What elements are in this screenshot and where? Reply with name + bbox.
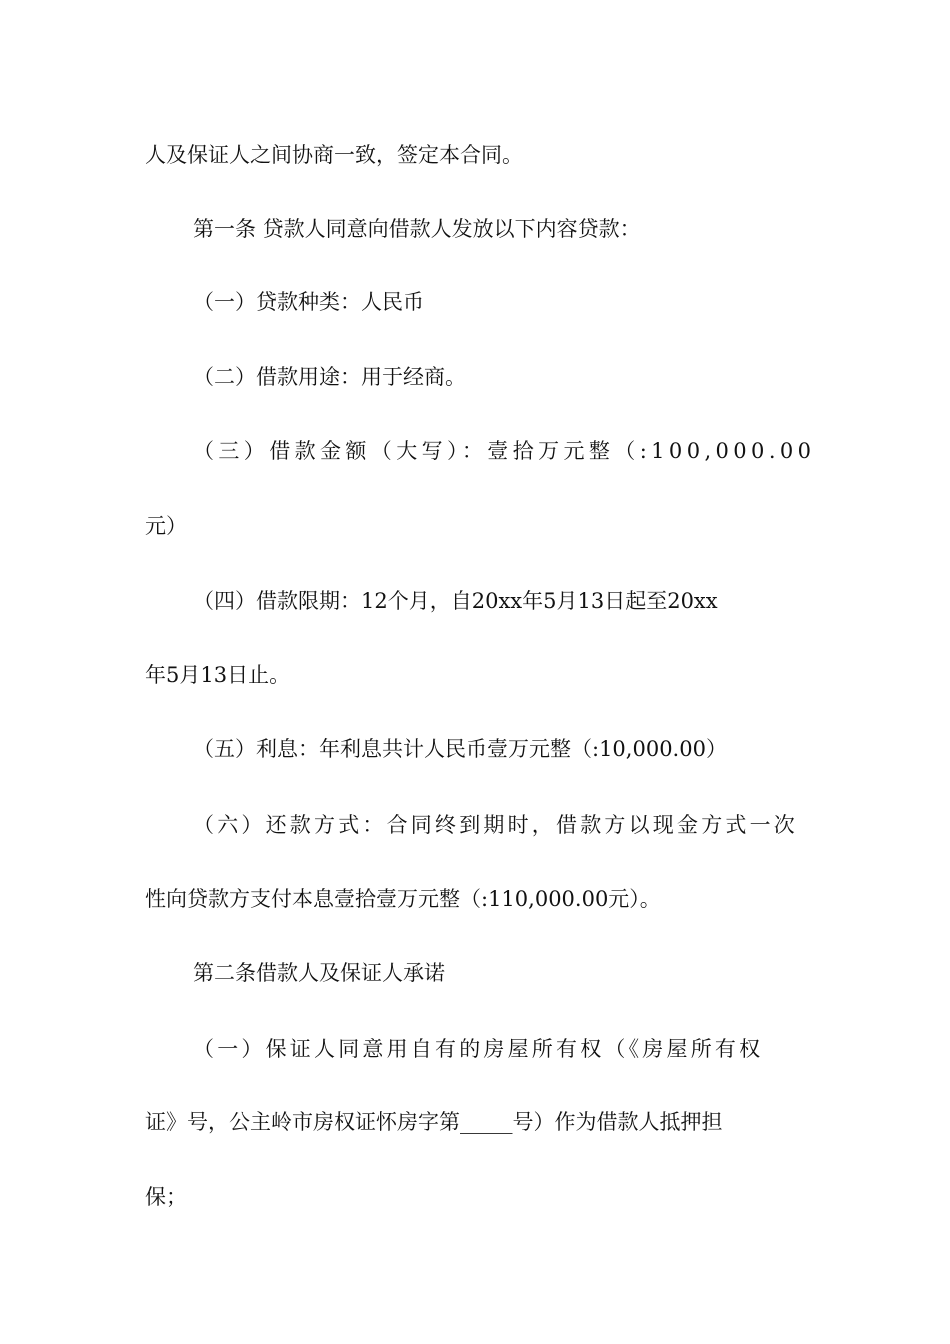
clause-loan-term-cont: 年5月13日止。 [145,663,291,687]
clause-loan-amount-cont: 元） [145,514,187,538]
clause-loan-purpose: （二）借款用途：用于经商。 [193,365,466,389]
clause-repayment: （六）还款方式：合同终到期时，借款方以现金方式一次 [193,813,798,837]
clause-loan-type: （一）贷款种类：人民币 [193,290,424,314]
article-1-heading: 第一条 贷款人同意向借款人发放以下内容贷款： [193,217,641,241]
clause-guarantor-pledge: （一）保证人同意用自有的房屋所有权（《房屋所有权 [193,1037,764,1061]
clause-guarantor-pledge-cont: 证》号，公主岭市房权证怀房字第_____号）作为借款人抵押担 [145,1110,723,1134]
clause-interest: （五）利息：年利息共计人民币壹万元整（:10,000.00） [193,737,727,761]
clause-loan-amount: （三）借款金额（大写）：壹拾万元整（:100,000.00 [193,439,816,463]
clause-repayment-cont: 性向贷款方支付本息壹拾壹万元整（:110,000.00元）。 [145,887,661,911]
clause-loan-term: （四）借款限期：12个月，自20xx年5月13日起至20xx [193,589,718,613]
article-2-heading: 第二条借款人及保证人承诺 [193,961,445,985]
text-line-1: 人及保证人之间协商一致，签定本合同。 [145,143,523,167]
clause-guarantor-pledge-end: 保； [145,1185,187,1209]
